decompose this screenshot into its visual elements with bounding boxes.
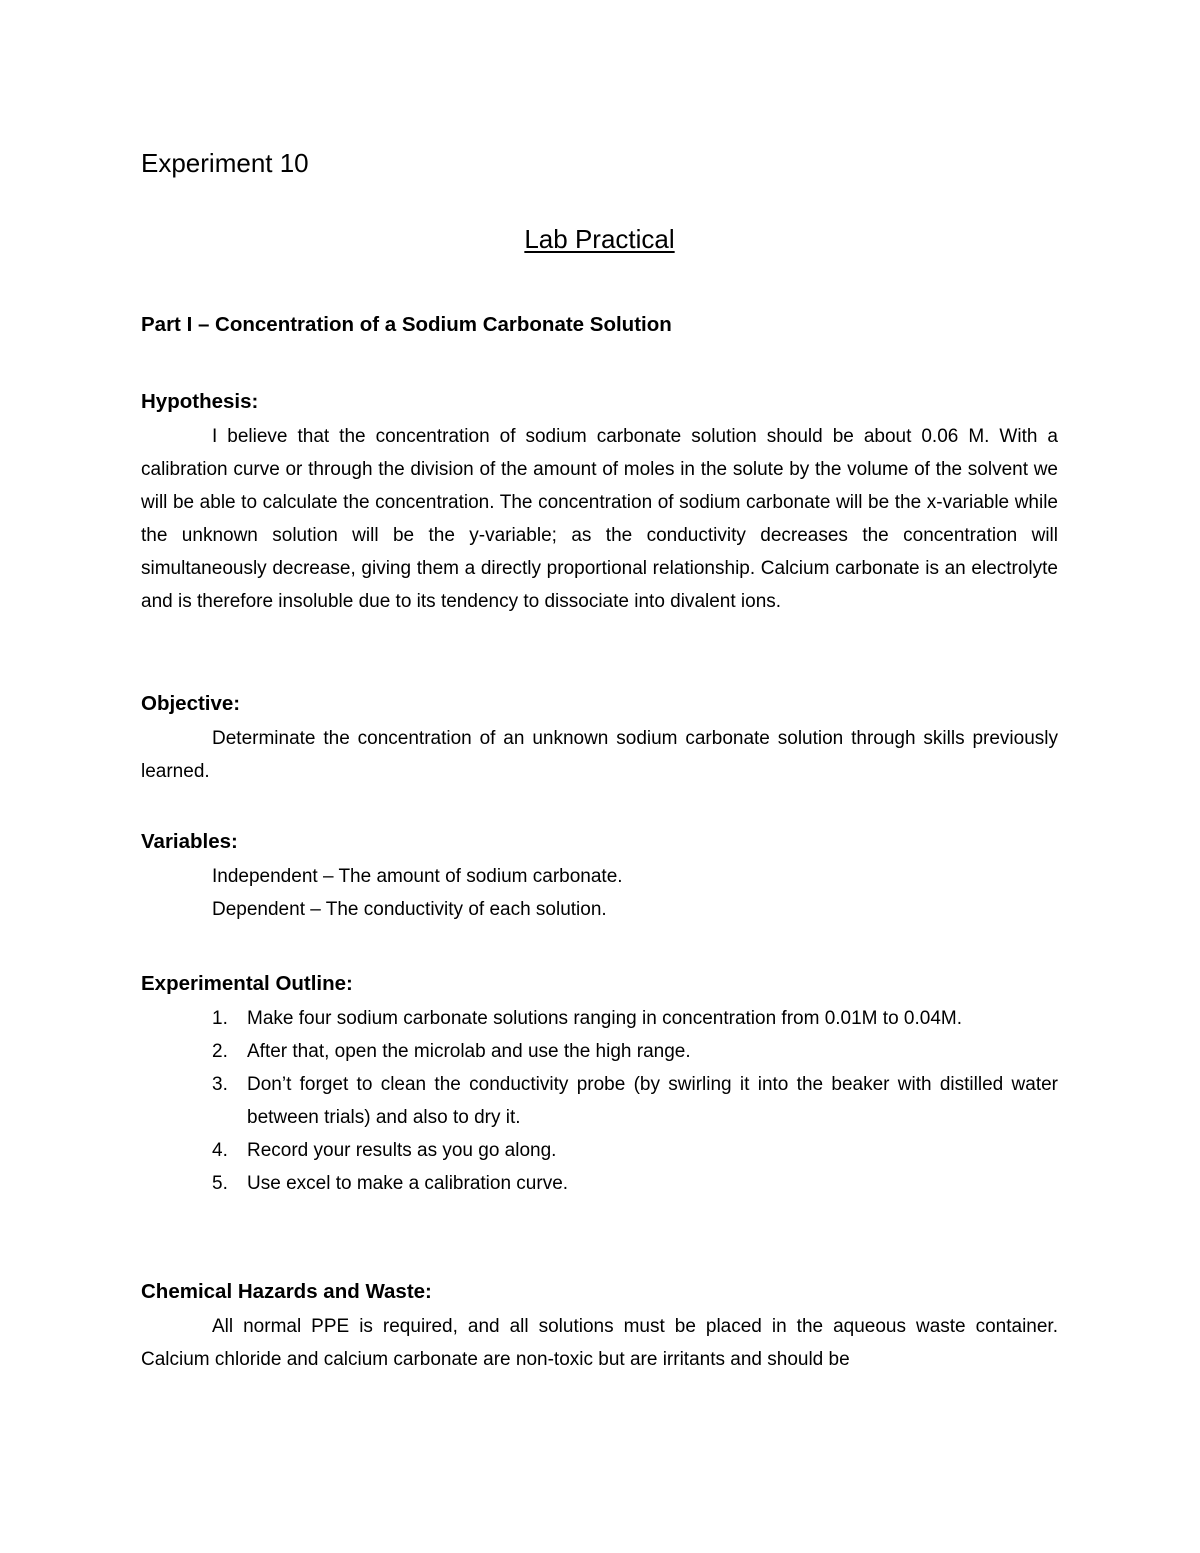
outline-section <box>141 970 1058 1200</box>
outline-heading: Experimental Outline: <box>141 972 353 995</box>
list-item <box>141 1035 1058 1068</box>
list-item <box>141 1167 1058 1200</box>
objective-text: Determinate the concentration of an unknown sodium carbonate solution through skills previously learned. <box>141 728 1058 782</box>
list-item-text: Make four sodium carbonate solutions ranging in concentration from 0.01M to 0.04M. <box>247 1008 962 1029</box>
variables-heading: Variables: <box>141 830 238 853</box>
document-title: Experiment 10 <box>141 148 309 178</box>
list-item <box>141 1002 1058 1035</box>
list-item-text: Don’t forget to clean the conductivity probe (by swirling it into the beaker with distilled water between trials) and also to dry it. <box>247 1074 1058 1128</box>
outline-list <box>141 1002 1058 1200</box>
list-item-number: 2. <box>212 1041 228 1062</box>
hazards-heading: Chemical Hazards and Waste: <box>141 1280 432 1303</box>
list-item-number: 4. <box>212 1140 228 1161</box>
part-heading: Part I – Concentration of a Sodium Carbonate Solution <box>141 313 672 336</box>
hypothesis-text: I believe that the concentration of sodium carbonate solution should be about 0.06 M. With a calibration curve or through the division of the amount of moles in the solute by the volume of the solvent we will be able to calculate the concentration. The concentration of sodium carbonate will be the x-variable while the unknown solution will be the y-variable; as the conductivity decreases the concentration will simultaneously decrease, giving them a directly proportional relationship. Calcium carbonate is an electrolyte and is therefore insoluble due to its tendency to dissociate into divalent ions. <box>141 426 1058 612</box>
list-item-number: 3. <box>212 1074 228 1095</box>
objective-section <box>141 690 1058 788</box>
list-item <box>141 1068 1058 1134</box>
objective-heading: Objective: <box>141 692 241 715</box>
lab-title: Lab Practical <box>524 224 675 254</box>
variables-section <box>141 828 1058 926</box>
hazards-section <box>141 1278 1058 1376</box>
dependent-variable: Dependent – The conductivity of each solution. <box>212 899 607 920</box>
list-item-text: Use excel to make a calibration curve. <box>247 1173 569 1194</box>
hypothesis-section <box>141 388 1058 618</box>
independent-variable: Independent – The amount of sodium carbonate. <box>212 866 623 887</box>
list-item-number: 5. <box>212 1173 228 1194</box>
list-item-text: After that, open the microlab and use the high range. <box>247 1041 691 1062</box>
hazards-text: All normal PPE is required, and all solutions must be placed in the aqueous waste container. Calcium chloride and calcium carbonate are non-toxic but are irritants and should be <box>141 1316 1058 1370</box>
list-item <box>141 1134 1058 1167</box>
hypothesis-heading: Hypothesis: <box>141 390 259 413</box>
list-item-number: 1. <box>212 1008 228 1029</box>
list-item-text: Record your results as you go along. <box>247 1140 557 1161</box>
document-page <box>141 0 1058 1553</box>
